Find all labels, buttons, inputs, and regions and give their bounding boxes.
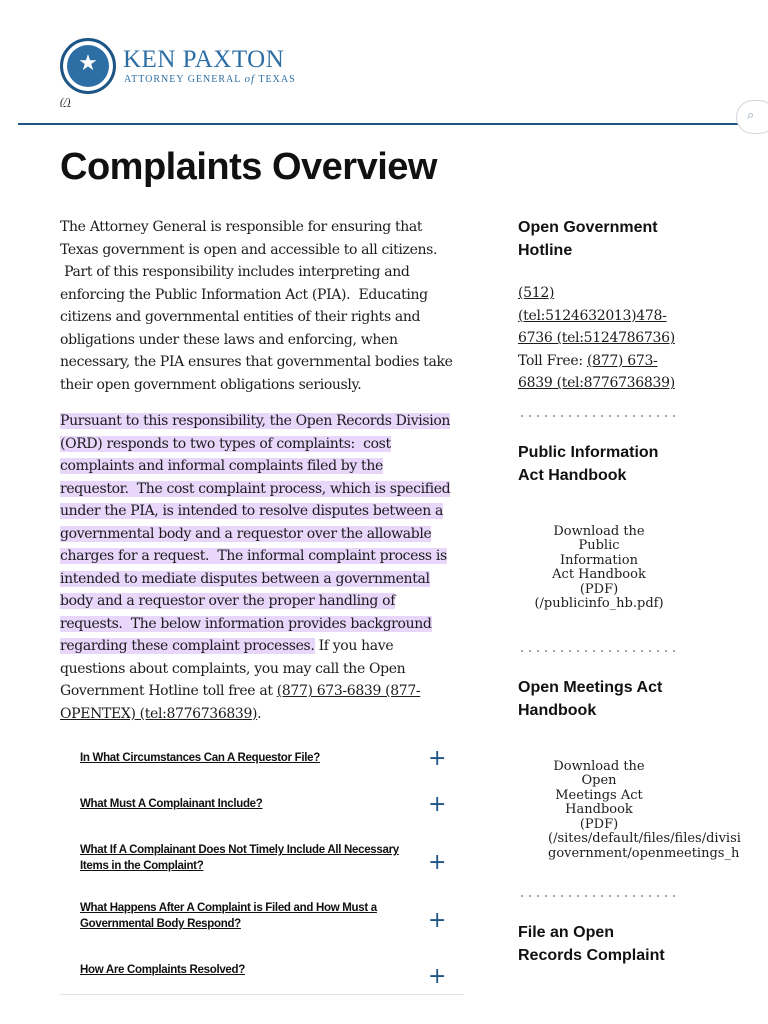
accordion-divider (60, 994, 464, 995)
intro-line: obligations under these laws and enforcing, when (60, 331, 398, 348)
hotline-phone-link[interactable]: (877) 673-6839 (877- (276, 683, 421, 699)
open-meetings-download-link[interactable] (518, 758, 741, 862)
download-line: Meetings Act (555, 787, 643, 803)
accordion-item[interactable] (60, 784, 464, 830)
plus-icon[interactable]: + (428, 792, 447, 817)
intro-line: The Attorney General is responsible for ensuring that (60, 219, 423, 235)
heading-line: File an Open (518, 924, 615, 941)
hotline-numbers (518, 282, 768, 395)
download-line: Open (581, 773, 617, 788)
accordion-title-line: What Happens After A Complaint is Filed and How Must a (80, 902, 377, 914)
paragraph-text: questions about complaints, you may call the Open (60, 660, 406, 677)
heading-line: Act Handbook (518, 466, 627, 484)
accordion-title[interactable]: How Are Complaints Resolved? (80, 964, 245, 976)
heading-line: Public Information (518, 443, 659, 461)
highlighted-line: body and a requestor over the proper handling of (60, 593, 396, 609)
search-button[interactable] (736, 100, 768, 134)
dotted-divider (518, 650, 678, 652)
highlighted-line: intended to mediate disputes between a governmental (60, 570, 430, 587)
highlighted-line: governmental body and a requestor over the allowable (60, 525, 432, 542)
hotline-link-local[interactable]: 6736 (tel:5124786736) (518, 330, 675, 346)
download-line: Information (559, 552, 639, 568)
download-line: (PDF) (579, 581, 619, 597)
highlighted-line: requestor. The cost complaint process, which is specified (60, 480, 451, 497)
brand-subtitle-prefix: ATTORNEY GENERAL (124, 74, 242, 85)
download-line: Act Handbook (552, 567, 646, 582)
download-line: (PDF) (579, 816, 619, 832)
accordion-title[interactable]: What Must A Complainant Include? (80, 798, 263, 810)
accordion-title[interactable] (80, 900, 432, 932)
header-divider (18, 123, 768, 125)
download-line: Handbook (565, 802, 633, 817)
download-line: Download the (553, 523, 645, 539)
toll-free-label: Toll Free: (518, 352, 587, 369)
intro-line: Texas government is open and accessible to all citizens. (60, 241, 438, 258)
plus-icon[interactable]: + (428, 964, 447, 989)
highlighted-line: Pursuant to this responsibility, the Open Records Division (60, 413, 451, 429)
paragraph-text: . (257, 705, 262, 722)
intro-line: enforcing the Public Information Act (PIA). Educating (60, 286, 428, 303)
brand-name[interactable]: KEN PAXTON (123, 46, 285, 73)
complaints-paragraph (60, 410, 456, 725)
highlighted-line: regarding these complaint processes. (60, 638, 315, 654)
sidebar (518, 216, 768, 967)
brand-subtitle (124, 73, 296, 85)
accordion-title-line: Governmental Body Respond? (80, 918, 241, 930)
hotline-link-austin[interactable]: (512) (518, 285, 555, 301)
accordion-item[interactable] (60, 950, 464, 996)
pia-handbook-heading (518, 441, 768, 487)
file-complaint-heading[interactable] (518, 921, 768, 967)
hotline-heading (518, 216, 768, 262)
accordion-title[interactable]: In What Circumstances Can A Requestor File? (80, 752, 320, 764)
accordion-title[interactable] (80, 842, 432, 874)
accordion-title-line: Items in the Complaint? (80, 860, 204, 872)
download-line: (/publicinfo_hb.pdf) (534, 596, 664, 611)
plus-icon[interactable]: + (428, 746, 447, 771)
paragraph-text: If you have (314, 638, 394, 654)
intro-line: their open government obligations seriously. (60, 376, 362, 393)
open-meetings-heading (518, 676, 768, 722)
pia-handbook-download-link[interactable] (518, 525, 680, 612)
star-icon: ★ (78, 51, 98, 76)
heading-line: Open Meetings Act (518, 678, 663, 696)
state-seal-logo[interactable] (60, 38, 116, 94)
intro-line: necessary, the PIA ensures that governmental bodies take (60, 354, 453, 370)
hotline-phone-link-continued[interactable]: OPENTEX) (tel:8776736839) (60, 705, 258, 722)
heading-line: Hotline (518, 242, 573, 259)
search-icon: ⌕ (747, 108, 755, 123)
accordion-item[interactable] (60, 830, 464, 888)
brand-subtitle-of: of (244, 73, 256, 85)
home-link[interactable]: (/) (60, 96, 71, 108)
accordion-item[interactable] (60, 888, 464, 950)
heading-line: Open Government (518, 219, 658, 236)
toll-free-link[interactable]: (877) 673- (586, 352, 658, 369)
highlighted-line: under the PIA, is intended to resolve disputes between a (60, 503, 443, 519)
hotline-link-austin[interactable]: (tel:5124632013)478- (518, 307, 667, 324)
intro-line: Part of this responsibility includes interpreting and (60, 264, 410, 280)
dotted-divider (518, 895, 678, 897)
toll-free-link[interactable]: 6839 (tel:8776736839) (518, 375, 675, 391)
download-line: government/openmeetings_h (548, 845, 740, 861)
paragraph-text: Government Hotline toll free at (60, 683, 277, 699)
brand-subtitle-suffix: TEXAS (258, 74, 296, 85)
heading-line: Handbook (518, 701, 597, 719)
main-content (60, 216, 456, 739)
download-line: (/sites/default/files/files/divisi (548, 831, 741, 846)
highlighted-line: (ORD) responds to two types of complaints: cost (60, 435, 391, 452)
highlighted-line: charges for a request. The informal complaint process is (60, 548, 447, 564)
accordion-title-line: What If A Complainant Does Not Timely Include All Necessary (80, 844, 399, 856)
download-line: Public (578, 538, 620, 553)
plus-icon[interactable]: + (428, 850, 447, 875)
plus-icon[interactable]: + (428, 908, 447, 933)
highlighted-line: requests. The below information provides background (60, 615, 432, 632)
heading-line: Records Complaint (518, 947, 665, 964)
site-header (0, 0, 768, 126)
dotted-divider (518, 415, 678, 417)
page-title: Complaints Overview (60, 146, 437, 188)
download-line: Download the (553, 758, 645, 774)
highlighted-line: complaints and informal complaints filed by the (60, 458, 383, 474)
faq-accordion (60, 738, 464, 996)
intro-line: citizens and governmental entities of their rights and (60, 309, 421, 325)
accordion-item[interactable] (60, 738, 464, 784)
intro-paragraph (60, 216, 456, 396)
